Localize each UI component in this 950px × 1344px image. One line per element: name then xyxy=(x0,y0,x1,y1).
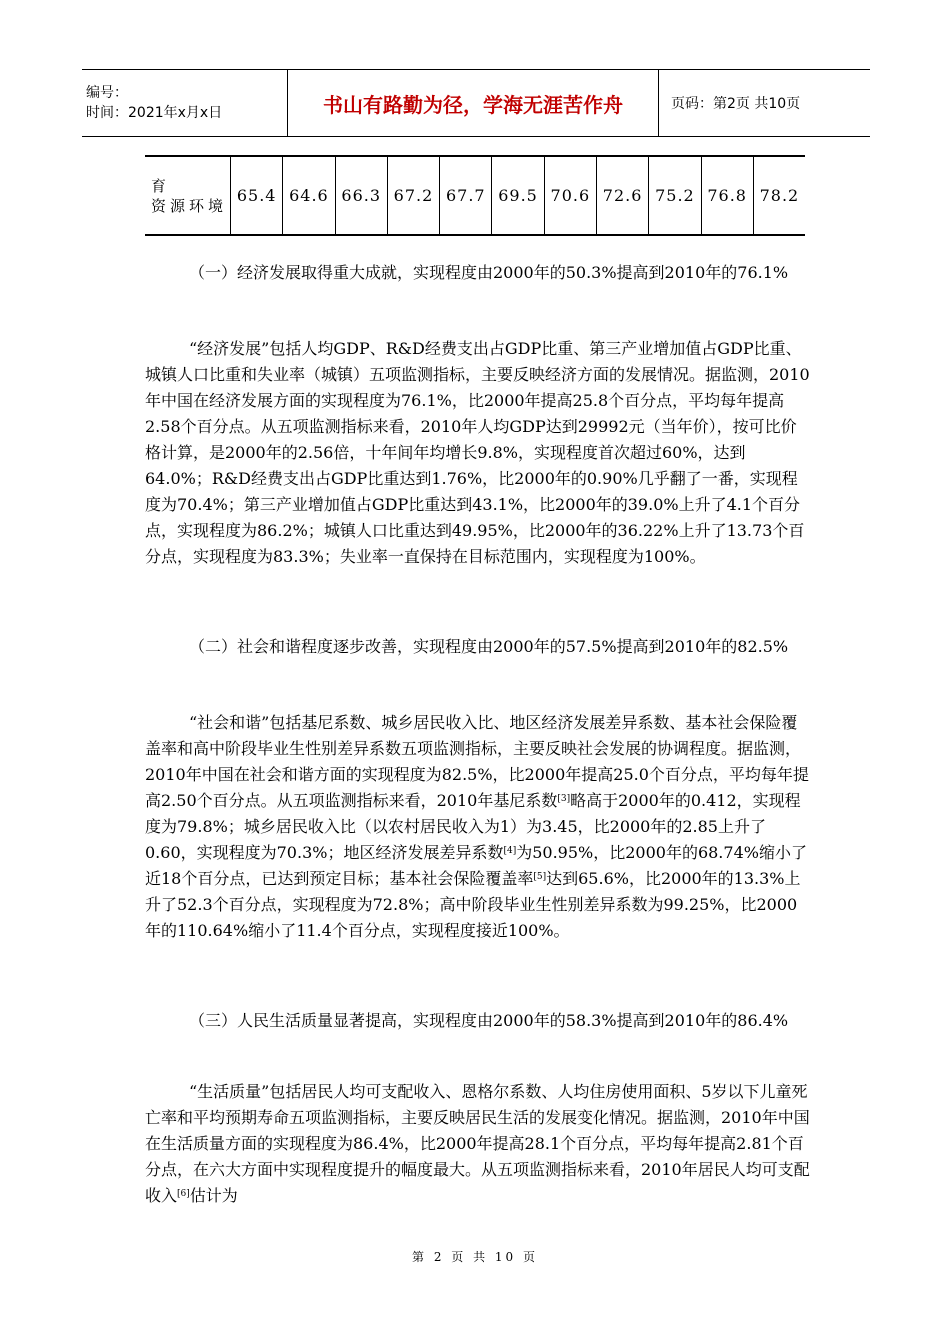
section-heading-1: （一）经济发展取得重大成就，实现程度由2000年的50.3%提高到2010年的76.1% xyxy=(189,263,789,282)
section-heading-3: （三）人民生活质量显著提高，实现程度由2000年的58.3%提高到2010年的86.4% xyxy=(189,1011,789,1030)
footnote-ref: [3] xyxy=(557,794,571,804)
body-text: “社会和谐”包括基尼系数、城乡居民收入比、地区经济发展差异系数、基本社会保险覆盖率和高中阶段毕业生性别差异系数五项监测指标，主要反映社会发展的协调程度。据监测，2010年中国在社会和谐方面的实现程度为82.5%，比2000年提高25.0个百分点，平均每年提高2.50个百分点。从五项监测指标来看，2010年基尼系数 xyxy=(145,713,809,810)
row-label-main: 资源环境 xyxy=(151,196,228,215)
section-body-1: “经济发展”包括人均GDP、R&D经费支出占GDP比重、第三产业增加值占GDP比重、城镇人口比重和失业率（城镇）五项监测指标，主要反映经济方面的发展情况。据监测，2010年中国在经济发展方面的实现程度为76.1%，比2000年提高25.8个百分点，平均每年提高2.58个百分点。从五项监测指标来看，2010年人均GDP达到29992元（当年价），按可比价格计算，是2000年的2.56倍，十年间年均增长9.8%，实现程度首次超过60%，达到64.0%；R&D经费支出占GDP比重达到1.76%，比2000年的0.90%几乎翻了一番，实现程度为70.4%；第三产业增加值占GDP比重达到43.1%，比2000年的39.0%上升了4.1个百分点，实现程度为86.2%；城镇人口比重达到49.95%，比2000年的36.22%上升了13.73个百分点，实现程度为83.3%；失业率一直保持在目标范围内，实现程度为100%。 xyxy=(145,339,810,566)
header-number-label: 编号： xyxy=(86,85,128,101)
header-time-label: 时间：2021年x月x日 xyxy=(86,105,223,121)
page-footer: 第 2 页 共 10 页 xyxy=(412,1250,538,1264)
body-text: 略高于2000年的0.412，实现程度为79.8%；城乡居民收入比（以农村居民收入为1）为3.45，比2000年的2.85上升了0.60，实现程度为70.3%；地区经济发展差异系数 xyxy=(145,791,801,862)
body-text: “生活质量”包括居民人均可支配收入、恩格尔系数、人均住房使用面积、5岁以下儿童死亡率和平均预期寿命五项监测指标，主要反映居民生活的发展变化情况。据监测，2010年中国在生活质量方面的实现程度为86.4%，比2000年提高28.1个百分点，平均每年提高2.81个百分点，在六大方面中实现程度提升的幅度最大。从五项监测指标来看，2010年居民人均可支配收入 xyxy=(145,1082,810,1205)
table-cell: 67.2 xyxy=(387,156,439,235)
row-label-top: 育 xyxy=(151,176,171,195)
table-cell: 75.2 xyxy=(649,156,701,235)
table-cell: 67.7 xyxy=(440,156,492,235)
table-cell: 69.5 xyxy=(492,156,544,235)
body-text: 为50.95%，比2000年的68.74%缩小了近18个百分点，已达到预定目标；基本社会保险覆盖率 xyxy=(145,843,807,888)
header-motto: 书山有路勤为径，学海无涯苦作舟 xyxy=(288,70,659,136)
table-row xyxy=(145,156,805,235)
table-cell: 76.8 xyxy=(701,156,753,235)
page-header xyxy=(82,69,870,137)
section-body-2 xyxy=(145,710,810,944)
section-heading-2: （二）社会和谐程度逐步改善，实现程度由2000年的57.5%提高到2010年的82.5% xyxy=(189,637,789,656)
body-text: 估计为 xyxy=(189,1186,238,1205)
footnote-ref: [4] xyxy=(503,846,517,856)
section-body-3 xyxy=(145,1079,810,1209)
body-text: 达到65.6%，比2000年的13.3%上升了52.3个百分点，实现程度为72.8%；高中阶段毕业生性别差异系数为99.25%，比2000年的110.64%缩小了11.4个百分点，实现程度接近100%。 xyxy=(145,869,801,940)
table-cell: 66.3 xyxy=(335,156,387,235)
header-page-info: 页码：第2页 共10页 xyxy=(671,96,801,112)
table-cell: 78.2 xyxy=(753,156,805,235)
table-cell: 72.6 xyxy=(596,156,648,235)
header-meta xyxy=(82,70,288,136)
footnote-ref: [5] xyxy=(533,872,547,882)
table-cell: 70.6 xyxy=(544,156,596,235)
data-table xyxy=(145,155,805,236)
table-cell: 65.4 xyxy=(231,156,283,235)
footnote-ref: [6] xyxy=(177,1189,190,1199)
row-label xyxy=(145,156,231,235)
table-cell: 64.6 xyxy=(283,156,335,235)
